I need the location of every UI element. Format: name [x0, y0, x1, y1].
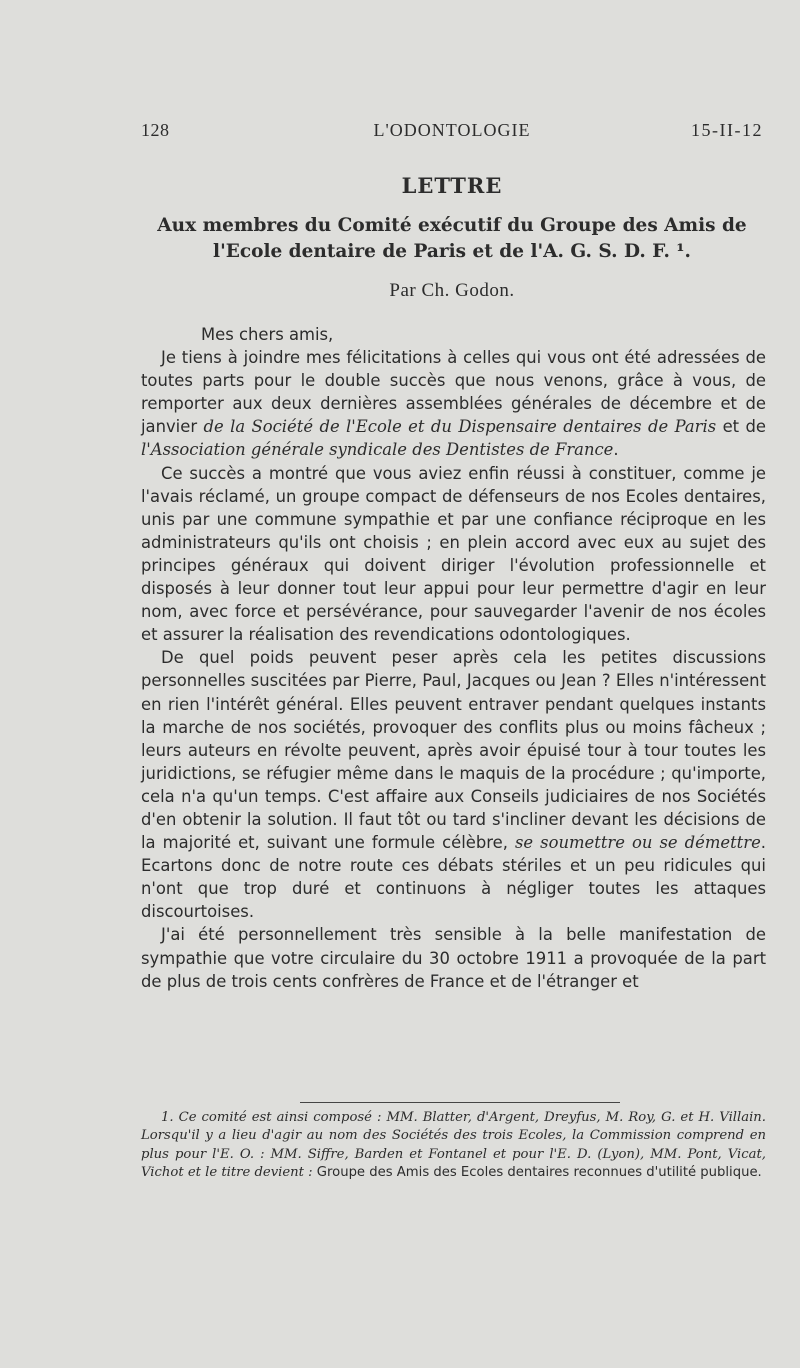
article-byline: Par Ch. Godon. [389, 280, 515, 301]
footnote-italic: 1. Ce comité est ainsi composé : MM. Blatter, d'Argent, Dreyfus, M. Roy, G. et H. Villain. Lorsqu'il y a lieu d'agir au nom des Sociétés des trois Ecoles, la Commission comprend en plus pour l'E. O. : MM. Siffre, Barden et Fontanel et pour l'E. D. (Lyon), MM. Pont, Vicat, Vichot et le titre devient : [141, 1110, 766, 1181]
page-number: 128 [141, 120, 170, 140]
letter-body [141, 323, 766, 993]
journal-title: L'ODONTOLOGIE [373, 120, 531, 140]
paragraph-1 [141, 346, 766, 461]
running-head [141, 120, 763, 144]
p1-text-c: . [613, 440, 619, 460]
footnote-divider [300, 1102, 620, 1103]
paragraph-4: J'ai été personnellement très sensible à la belle manifestation de sympathie que votre circulaire du 30 octobre 1911 a provoquée de la part de plus de trois cents confrères de France et de l'étranger et [141, 925, 766, 991]
article-subtitle: Aux membres du Comité exécutif du Groupe des Amis de l'Ecole dentaire de Paris et de l'A. G. S. D. F. ¹. [157, 215, 747, 262]
p3-italic-quote: se soumettre ou se démettre [515, 833, 761, 853]
p3-text-b: . Ecartons donc de notre route ces débats stériles et un peu ridicules qui n'ont que trop duré et continuons à négliger toutes les attaques discourtoises. [141, 833, 767, 922]
p1-text-b: et de [716, 417, 766, 437]
p1-italic-society: de la Société de l'Ecole et du Dispensaire dentaires de Paris [203, 417, 717, 437]
salutation: Mes chers amis, [201, 325, 334, 344]
p3-text-a: De quel poids peuvent peser après cela les petites discussions personnelles suscitées par Pierre, Paul, Jacques ou Jean ? Elles n'intéressent en rien l'intérêt général. Elles peuvent entraver pendant quelques instants la marche de nos sociétés, provoquer des conflits plus ou moins fâcheux ; leurs auteurs en révolte peuvent, après avoir épuisé tour à tour toutes les juridictions, se réfugier même dans le maquis de la procédure ; qu'importe, cela n'a qu'un temps. C'est affaire aux Conseils judiciaires de nos Sociétés d'en obtenir la solution. Il faut tôt ou tard s'incliner devant les décisions de la majorité et, suivant une formule célèbre, [141, 648, 766, 853]
footnote-roman: Groupe des Amis des Ecoles dentaires reconnues d'utilité publique. [312, 1165, 762, 1181]
article-title: LETTRE [401, 173, 503, 198]
p1-text-a: Je tiens à joindre mes félicitations à celles qui vous ont été adressées de toutes parts pour le double succès que nous venons, grâce à vous, de remporter aux deux dernières assemblées générales de décembre et de janvier [141, 348, 766, 437]
paragraph-3 [141, 646, 766, 923]
footnote [141, 1109, 766, 1183]
issue-date: 15-II-12 [691, 120, 763, 140]
paragraph-2: Ce succès a montré que vous aviez enfin réussi à constituer, comme je l'avais réclamé, un groupe compact de défenseurs de nos Ecoles dentaires, unis par une commune sympathie et par une confiance réciproque en les administrateurs qu'ils ont choisis ; en plein accord avec eux au sujet des principes généraux qui doivent diriger l'évolution professionnelle et disposés à leur donner tout leur appui pour leur permettre d'agir en leur nom, avec force et persévérance, pour sauvegarder l'avenir de nos écoles et assurer la réalisation des revendications odontologiques. [141, 463, 766, 645]
p1-italic-association: l'Association générale syndicale des Dentistes de France [141, 440, 614, 460]
footnote-text [141, 1109, 766, 1183]
